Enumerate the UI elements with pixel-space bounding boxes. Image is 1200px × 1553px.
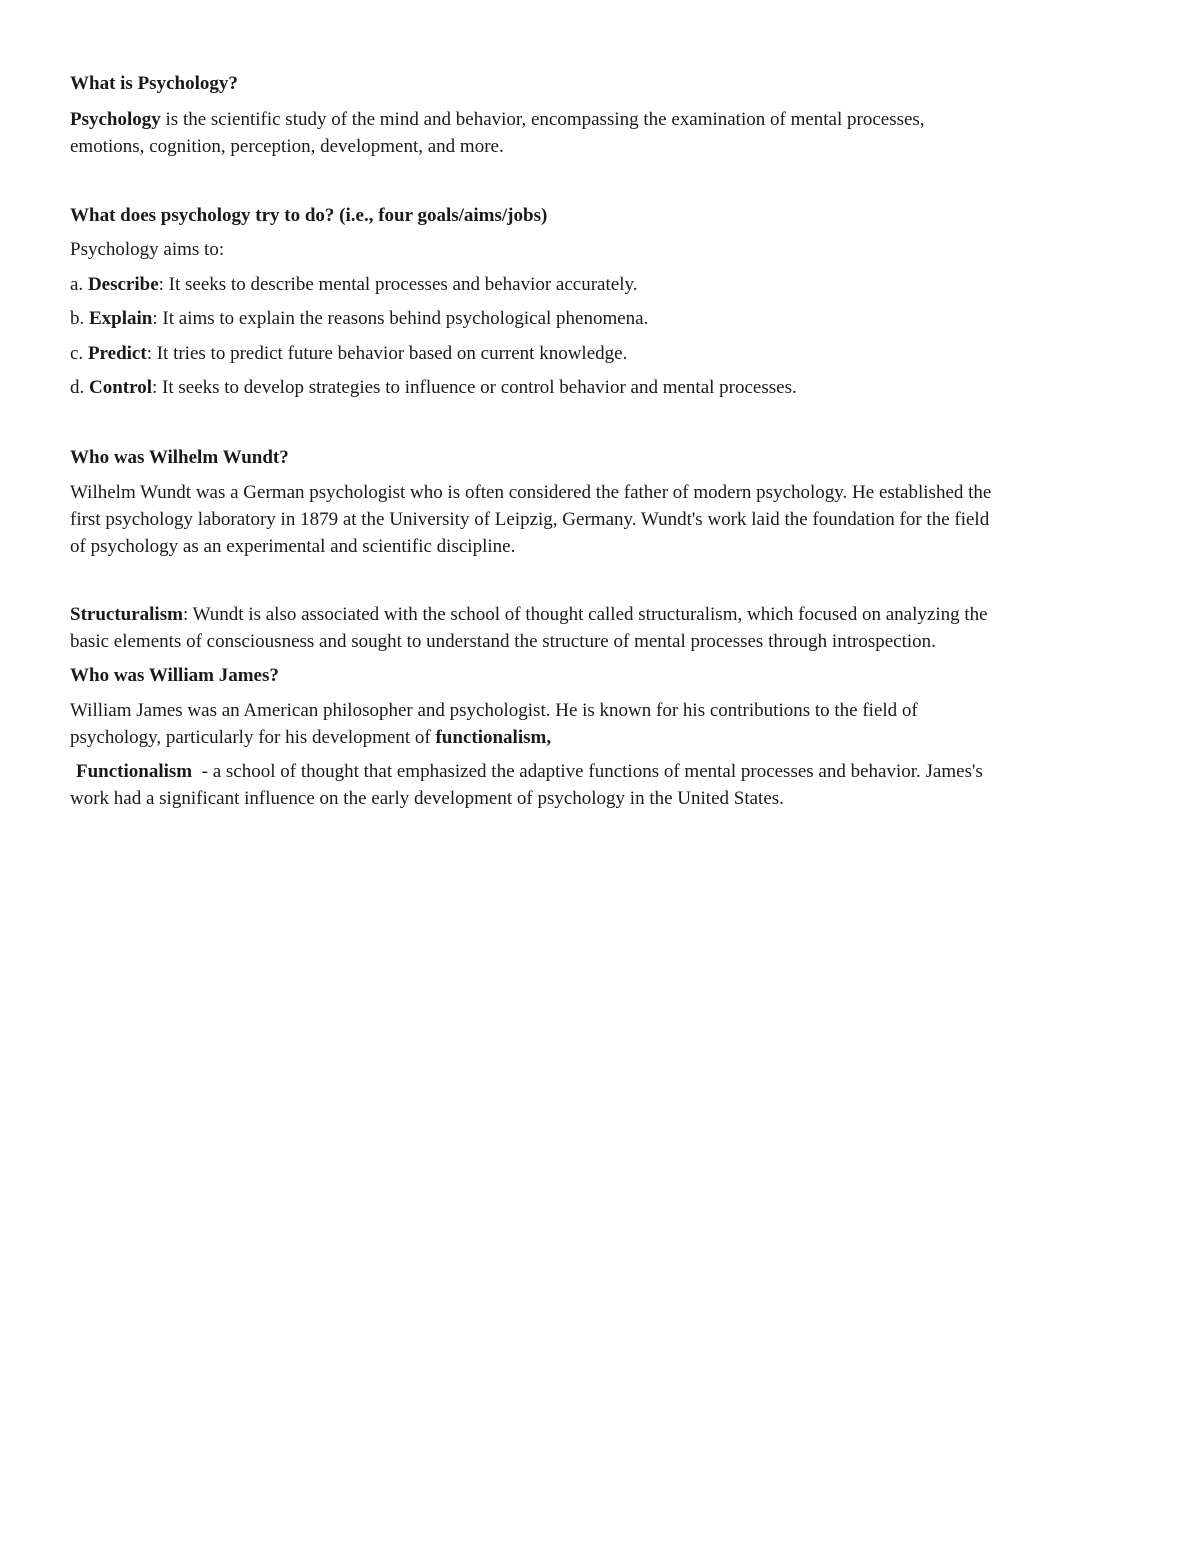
goal-term: Control: [89, 377, 152, 398]
functionalism-line-2: work had a significant influence on the early development of psychology in the United States.: [70, 788, 784, 809]
james-paragraph-line-2: [70, 724, 551, 751]
james-paragraph-line-1: William James was an American philosopher and psychologist. He is known for his contributions to the field of: [70, 700, 918, 721]
heading-william-james: Who was William James?: [70, 665, 279, 686]
goal-prefix: c.: [70, 343, 88, 364]
definition-line-2: emotions, cognition, perception, development, and more.: [70, 136, 504, 157]
term-functionalism-inline: functionalism: [435, 727, 547, 748]
goal-term: Predict: [87, 343, 147, 364]
goal-prefix: d.: [70, 377, 89, 398]
heading-goals: What does psychology try to do? (i.e., four goals/aims/jobs): [70, 205, 548, 226]
goal-text: : It aims to explain the reasons behind psychological phenomena.: [152, 308, 649, 329]
term-functionalism: Functionalism: [76, 761, 193, 782]
structuralism-line-2: basic elements of consciousness and sought to understand the structure of mental processes through introspection.: [70, 631, 936, 652]
term-structuralism: Structuralism: [70, 604, 183, 625]
goal-term: Explain: [89, 308, 153, 329]
goal-item-control: [70, 374, 797, 401]
goal-text: : It seeks to develop strategies to influence or control behavior and mental processes.: [151, 377, 797, 398]
goal-item-describe: [70, 271, 638, 298]
definition-text-1: is the scientific study of the mind and behavior, encompassing the examination of mental processes,: [160, 109, 925, 130]
goal-item-explain: [70, 305, 648, 332]
structuralism-text-1: : Wundt is also associated with the school of thought called structuralism, which focused on analyzing the: [182, 604, 988, 625]
functionalism-line-1: [76, 758, 983, 785]
wundt-paragraph-line-1: Wilhelm Wundt was a German psychologist who is often considered the father of modern psychology. He established the: [70, 482, 992, 503]
goal-text: : It tries to predict future behavior based on current knowledge.: [146, 343, 628, 364]
james-comma: ,: [546, 727, 552, 748]
functionalism-text-1: - a school of thought that emphasized the adaptive functions of mental processes and behavior. James's: [192, 761, 983, 782]
heading-wilhelm-wundt: Who was Wilhelm Wundt?: [70, 447, 289, 468]
james-text: psychology, particularly for his development of: [70, 727, 436, 748]
goal-item-predict: [70, 340, 627, 367]
term-psychology: Psychology: [70, 109, 161, 130]
wundt-paragraph-line-2: first psychology laboratory in 1879 at the University of Leipzig, Germany. Wundt's work laid the foundation for the field: [70, 509, 990, 530]
wundt-paragraph-line-3: of psychology as an experimental and scientific discipline.: [70, 536, 516, 557]
structuralism-line-1: [70, 601, 988, 628]
goal-prefix: a.: [70, 274, 88, 295]
goal-text: : It seeks to describe mental processes and behavior accurately.: [158, 274, 638, 295]
heading-what-is-psychology: What is Psychology?: [70, 73, 238, 94]
goal-prefix: b.: [70, 308, 89, 329]
goal-term: Describe: [87, 274, 159, 295]
definition-line-1: [70, 106, 925, 133]
goals-intro: Psychology aims to:: [70, 239, 225, 260]
